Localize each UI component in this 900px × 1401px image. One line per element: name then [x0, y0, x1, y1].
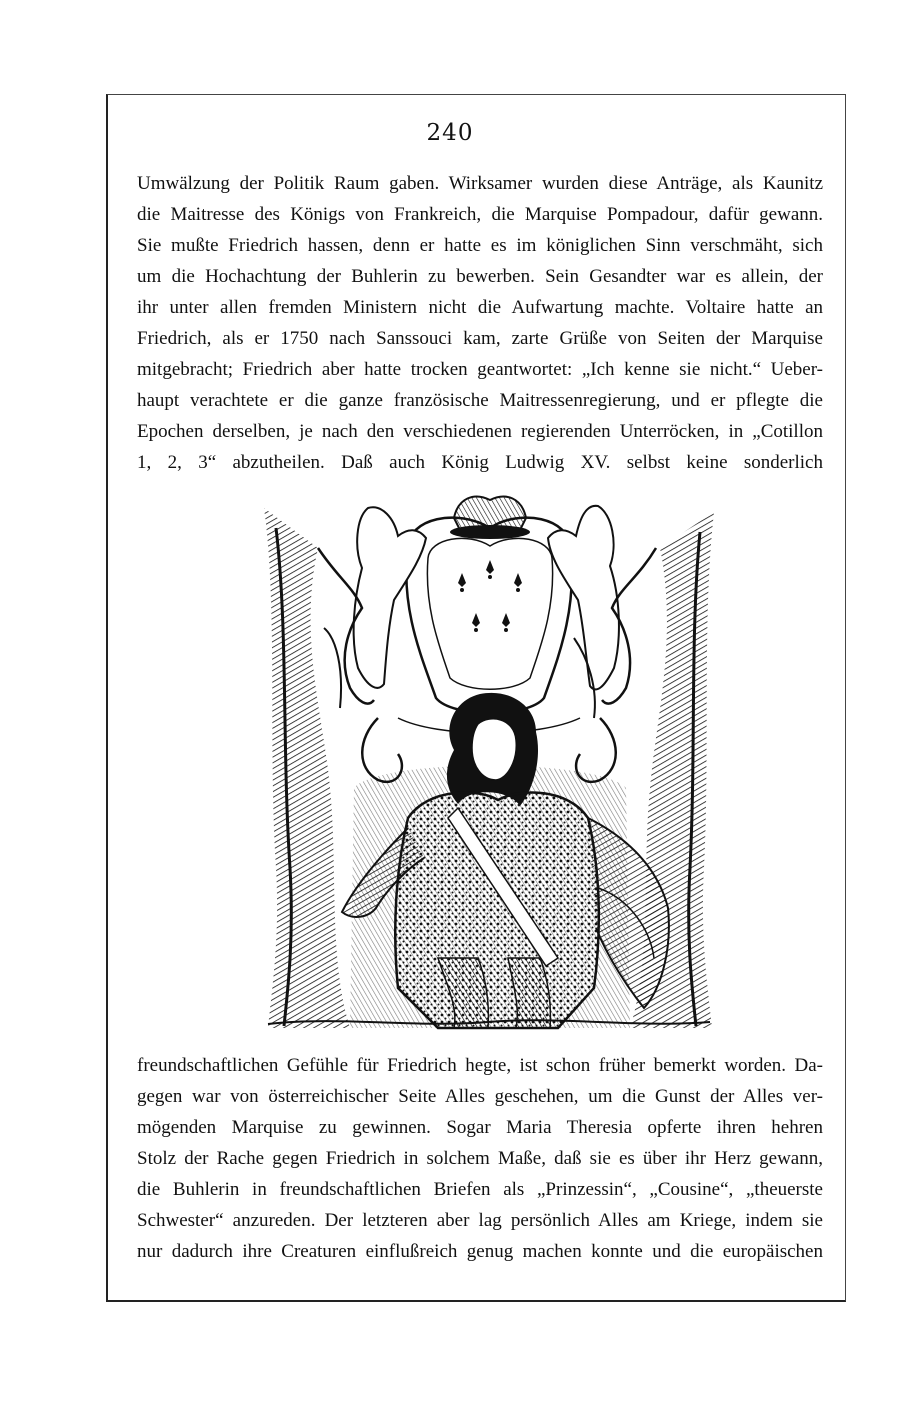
text-line: haupt verachtete er die ganze französische Maitressenregierung, und er pflegte die	[137, 390, 823, 411]
text-line: die Maitresse des Königs von Frankreich, die Marquise Pompadour, dafür gewann.	[137, 204, 823, 225]
text-line: Friedrich, als er 1750 nach Sanssouci kam, zarte Grüße von Seiten der Marquise	[137, 328, 823, 349]
engraving-illustration	[258, 488, 720, 1032]
text-line: Sie mußte Friedrich hassen, denn er hatte es im königlichen Sinn verschmäht, sich	[137, 235, 823, 256]
text-line: mögenden Marquise zu gewinnen. Sogar Maria Theresia opferte ihren hehren	[137, 1117, 823, 1138]
text-line: nur dadurch ihre Creaturen einflußreich genug machen konnte und die europäischen	[137, 1241, 823, 1262]
text-line: freundschaftlichen Gefühle für Friedrich hegte, ist schon früher bemerkt worden. Da-	[137, 1055, 823, 1076]
text-line: gegen war von österreichischer Seite Alles geschehen, um die Gunst der Alles ver-	[137, 1086, 823, 1107]
page-number: 240	[426, 120, 474, 146]
text-line: Stolz der Rache gegen Friedrich in solchem Maße, daß sie es über ihr Herz gewann,	[137, 1148, 823, 1169]
paragraph-bottom	[137, 1050, 823, 1267]
text-line: mitgebracht; Friedrich aber hatte trocken geantwortet: „Ich kenne sie nicht.“ Ueber-	[137, 359, 823, 380]
text-line: Schwester“ anzureden. Der letzteren aber lag persönlich Alles am Kriege, indem sie	[137, 1210, 823, 1231]
text-line: die Buhlerin in freundschaftlichen Briefen als „Prinzessin“, „Cousine“, „theuerste	[137, 1179, 823, 1200]
text-line: ihr unter allen fremden Ministern nicht die Aufwartung machte. Voltaire hatte an	[137, 297, 823, 318]
engraving-king-on-throne-icon	[258, 488, 720, 1032]
text-line: Epochen derselben, je nach den verschiedenen regierenden Unterröcken, in „Cotillon	[137, 421, 823, 442]
text-line: 1, 2, 3“ abzutheilen. Daß auch König Ludwig XV. selbst keine sonderlich	[137, 452, 823, 473]
paragraph-top	[137, 168, 823, 478]
text-line: Umwälzung der Politik Raum gaben. Wirksamer wurden diese Anträge, als Kaunitz	[137, 173, 823, 194]
text-line: um die Hochachtung der Buhlerin zu bewerben. Sein Gesandter war es allein, der	[137, 266, 823, 287]
